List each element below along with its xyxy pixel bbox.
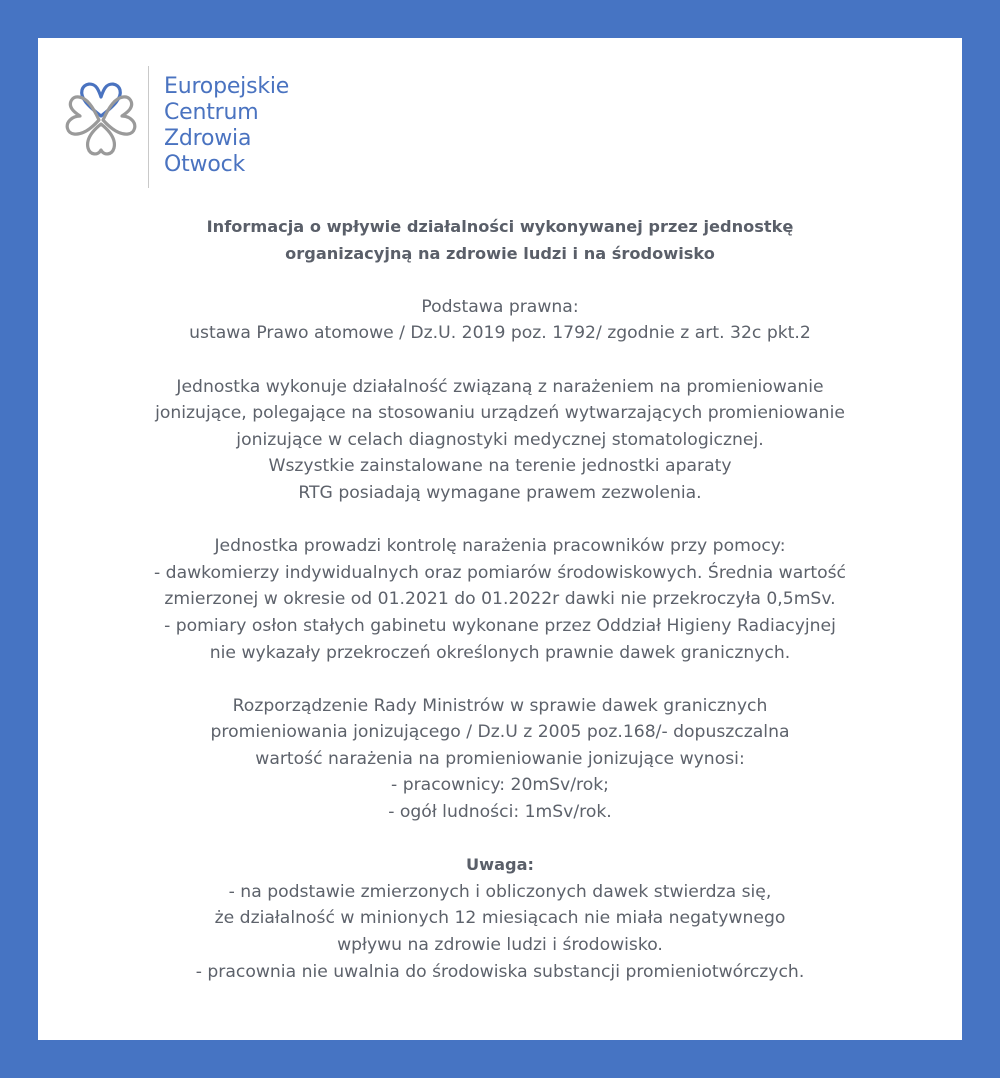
- paragraph-line: promieniowania jonizującego / Dz.U z 2005 poz.168/- dopuszczalna: [210, 722, 790, 743]
- legal-basis-line: ustawa Prawo atomowe / Dz.U. 2019 poz. 1792/ zgodnie z art. 32c pkt.2: [189, 323, 811, 344]
- legal-basis-line: Podstawa prawna:: [421, 296, 579, 317]
- note-heading: Uwaga:: [465, 855, 534, 875]
- note-line: że działalność w minionych 12 miesiącach nie miała negatywnego: [214, 908, 786, 929]
- paragraph-regulation: [38, 693, 962, 826]
- paragraph-line: RTG posiadają wymagane prawem zezwolenia.: [298, 482, 702, 503]
- note-line: - pracownia nie uwalnia do środowiska substancji promieniotwórczych.: [195, 961, 805, 982]
- title-line: organizacyjną na zdrowie ludzi i na środowisko: [285, 243, 715, 263]
- note-line: - na podstawie zmierzonych i obliczonych dawek stwierdza się,: [228, 881, 772, 902]
- legal-basis: [38, 294, 962, 347]
- paragraph-line: Jednostka prowadzi kontrolę narażenia pracowników przy pomocy:: [214, 536, 786, 557]
- note-line: wpływu na zdrowie ludzi i środowisko.: [337, 935, 663, 956]
- title-line: Informacja o wpływie działalności wykonywanej przez jednostkę: [206, 217, 794, 236]
- paragraph-line: - dawkomierzy indywidualnych oraz pomiarów środowiskowych. Średnia wartość: [154, 562, 846, 583]
- paragraph-line: jonizujące w celach diagnostyki medycznej stomatologicznej.: [236, 429, 764, 450]
- paragraph-activity: [38, 374, 962, 507]
- paragraph-line: - ogół ludności: 1mSv/rok.: [388, 802, 612, 823]
- heart-clover-icon: [62, 76, 140, 172]
- paragraph-line: nie wykazały przekroczeń określonych prawnie dawek granicznych.: [209, 642, 791, 663]
- logo-line: Otwock: [164, 152, 246, 177]
- logo-wordmark: [164, 74, 289, 178]
- logo-line: Europejskie: [164, 74, 290, 99]
- paragraph-control: [38, 533, 962, 666]
- document-card: [38, 38, 962, 1040]
- paragraph-line: - pracownicy: 20mSv/rok;: [391, 775, 609, 796]
- note-section: [38, 852, 962, 985]
- logo-divider: [148, 66, 149, 188]
- logo-line: Centrum: [164, 100, 259, 125]
- logo-line: Zdrowia: [164, 126, 252, 151]
- paragraph-line: - pomiary osłon stałych gabinetu wykonane przez Oddział Higieny Radiacyjnej: [164, 615, 836, 636]
- paragraph-line: zmierzonej w okresie od 01.2021 do 01.2022r dawki nie przekroczyła 0,5mSv.: [164, 589, 836, 610]
- paragraph-line: Wszystkie zainstalowane na terenie jednostki aparaty: [268, 456, 732, 477]
- paragraph-line: wartość narażenia na promieniowanie jonizujące wynosi:: [255, 748, 745, 769]
- logo: [62, 66, 322, 188]
- paragraph-line: Jednostka wykonuje działalność związaną z narażeniem na promieniowanie: [176, 376, 824, 397]
- page-title: [38, 214, 962, 267]
- document-body: [38, 214, 962, 985]
- paragraph-line: Rozporządzenie Rady Ministrów w sprawie dawek granicznych: [232, 695, 768, 716]
- paragraph-line: jonizujące, polegające na stosowaniu urządzeń wytwarzających promieniowanie: [155, 403, 845, 424]
